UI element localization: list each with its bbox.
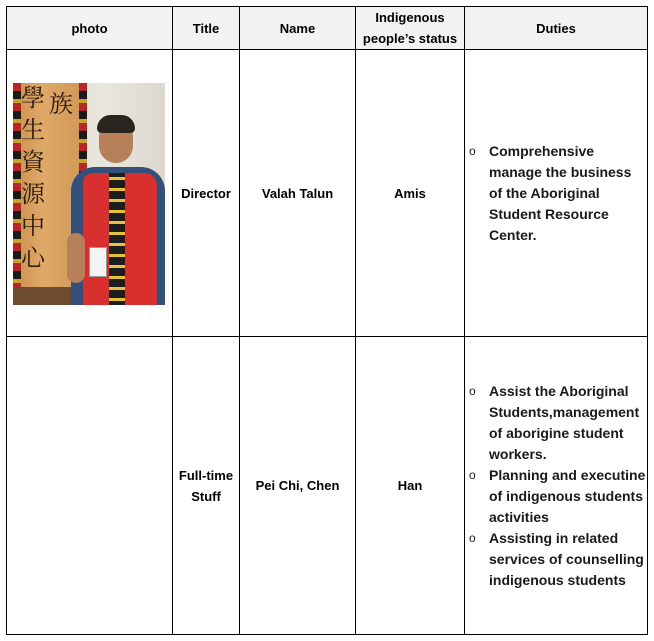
photo-cell (7, 50, 173, 337)
duties-cell (465, 50, 648, 337)
header-name: Name (240, 7, 356, 50)
sign-character: 中 (21, 212, 45, 240)
header-title: Title (173, 7, 240, 50)
staff-table (6, 6, 648, 635)
person-arm (67, 233, 85, 283)
person-vest-right (123, 173, 157, 305)
person-hair (97, 115, 135, 133)
sign-character: 族 (49, 90, 73, 118)
duty-item: o Planning and executine of indigenous students activities (469, 466, 646, 525)
director-photo (13, 83, 165, 305)
person-vest-trim (109, 173, 125, 305)
duty-item: o Assisting in related services of counselling indigenous students (469, 529, 644, 588)
header-duties: Duties (465, 7, 648, 50)
sign-character: 生 (21, 116, 45, 144)
duties-cell (465, 337, 648, 635)
person-vest-left (83, 173, 111, 305)
header-photo: photo (7, 7, 173, 50)
bullet-icon: o (469, 383, 476, 398)
duty-item: o Assist the Aboriginal Students,management of aborigine student workers. (469, 382, 640, 462)
sign-character: 源 (21, 180, 45, 208)
title-cell: Full-time Stuff (173, 337, 240, 635)
status-cell: Amis (356, 50, 465, 337)
header-row (7, 7, 648, 50)
sign-character: 學 (21, 84, 45, 112)
duty-item: o Comprehensive manage the business of the Aboriginal Student Resource Center. (469, 142, 632, 243)
title-cell: Director (173, 50, 240, 337)
photo-cell-empty (7, 337, 173, 635)
bullet-icon: o (469, 467, 476, 482)
duties-list (465, 381, 647, 591)
header-status: Indigenous people’s status (356, 7, 465, 50)
table-row (7, 337, 648, 635)
bullet-icon: o (469, 143, 476, 158)
duties-list (465, 141, 647, 246)
sign-border-left (13, 83, 21, 287)
name-cell: Pei Chi, Chen (240, 337, 356, 635)
name-cell: Valah Talun (240, 50, 356, 337)
sign-character: 心 (21, 244, 45, 272)
status-cell: Han (356, 337, 465, 635)
table-row (7, 50, 648, 337)
bullet-icon: o (469, 530, 476, 545)
name-badge (89, 247, 107, 277)
sign-character: 資 (21, 148, 45, 176)
